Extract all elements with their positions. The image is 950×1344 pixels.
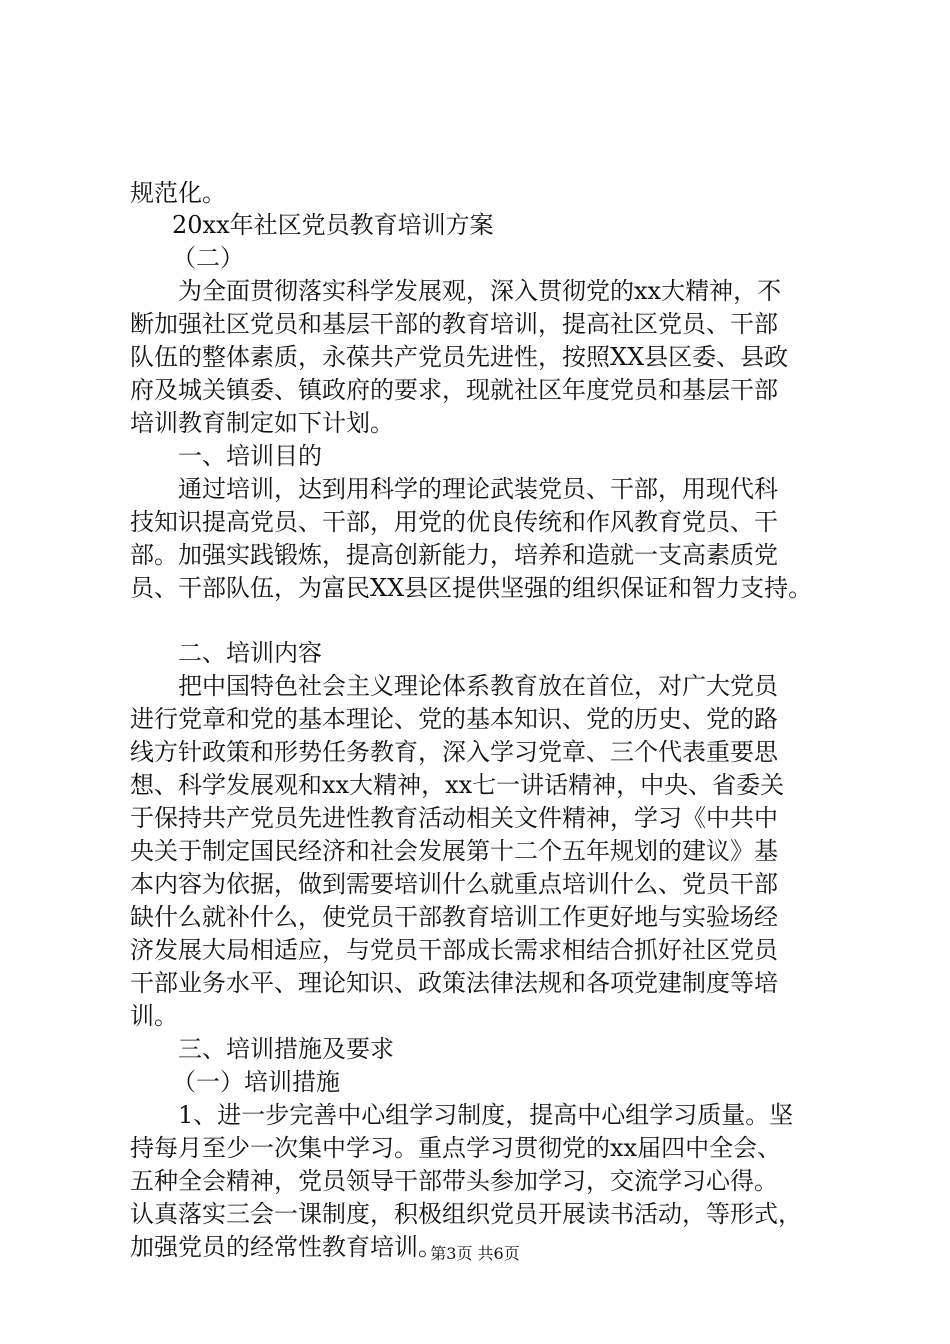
document-title: 20xx年社区党员教育培训方案: [172, 211, 494, 239]
paragraph-line: 线方针政策和形势任务教育，深入学习党章、三个代表重要思: [130, 738, 778, 766]
paragraph-line: 1、进一步完善中心组学习制度，提高中心组学习质量。坚: [178, 1101, 794, 1129]
paragraph-line: 加强党员的经常性教育培训。: [130, 1233, 442, 1261]
paragraph-line: 员、干部队伍，为富民XX县区提供坚强的组织保证和智力支持。: [130, 574, 813, 602]
paragraph-line: 认真落实三会一课制度，积极组织党员开展读书活动，等形式，: [130, 1200, 802, 1228]
section-heading: 二、培训内容: [178, 639, 322, 667]
paragraph-line: 想、科学发展观和xx大精神，xx七一讲话精神，中央、省委关: [130, 771, 785, 799]
section-heading: 一、培训目的: [178, 442, 322, 470]
paragraph-line: 断加强社区党员和基层干部的教育培训，提高社区党员、干部: [130, 310, 778, 338]
paragraph-line: 队伍的整体素质，永葆共产党员先进性，按照XX县区委、县政: [130, 343, 789, 371]
paragraph-line: 培训教育制定如下计划。: [130, 409, 394, 437]
paragraph-line: 部。加强实践锻炼，提高创新能力，培养和造就一支高素质党: [130, 541, 778, 569]
paragraph-line: 缺什么就补什么，使党员干部教育培训工作更好地与实验场经: [130, 903, 778, 931]
section-heading: 三、培训措施及要求: [178, 1035, 394, 1063]
paragraph-line: 干部业务水平、理论知识、政策法律法规和各项党建制度等培: [130, 969, 778, 997]
paragraph-line: 技知识提高党员、干部，用党的优良传统和作风教育党员、干: [130, 508, 778, 536]
section-subtitle: （二）: [172, 244, 244, 272]
paragraph-line: 训。: [130, 1002, 178, 1030]
paragraph-line: 济发展大局相适应，与党员干部成长需求相结合抓好社区党员: [130, 936, 778, 964]
page-number-footer: 第3页 共6页: [430, 1244, 520, 1263]
paragraph-line: 为全面贯彻落实科学发展观，深入贯彻党的xx大精神，不: [178, 277, 782, 305]
body-line: 规范化。: [130, 179, 226, 207]
paragraph-line: 于保持共产党员先进性教育活动相关文件精神，学习《中共中: [130, 804, 778, 832]
paragraph-line: 五种全会精神，党员领导干部带头参加学习，交流学习心得。: [130, 1167, 778, 1195]
paragraph-line: 央关于制定国民经济和社会发展第十二个五年规划的建议》基: [130, 837, 778, 865]
subsection-heading: （一）培训措施: [172, 1068, 340, 1096]
paragraph-line: 府及城关镇委、镇政府的要求，现就社区年度党员和基层干部: [130, 376, 778, 404]
paragraph-line: 通过培训，达到用科学的理论武装党员、干部，用现代科: [178, 475, 778, 503]
paragraph-line: 进行党章和党的基本理论、党的基本知识、党的历史、党的路: [130, 705, 778, 733]
paragraph-line: 本内容为依据，做到需要培训什么就重点培训什么、党员干部: [130, 870, 778, 898]
paragraph-line: 持每月至少一次集中学习。重点学习贯彻党的xx届四中全会、: [130, 1134, 782, 1162]
paragraph-line: 把中国特色社会主义理论体系教育放在首位，对广大党员: [178, 672, 778, 700]
